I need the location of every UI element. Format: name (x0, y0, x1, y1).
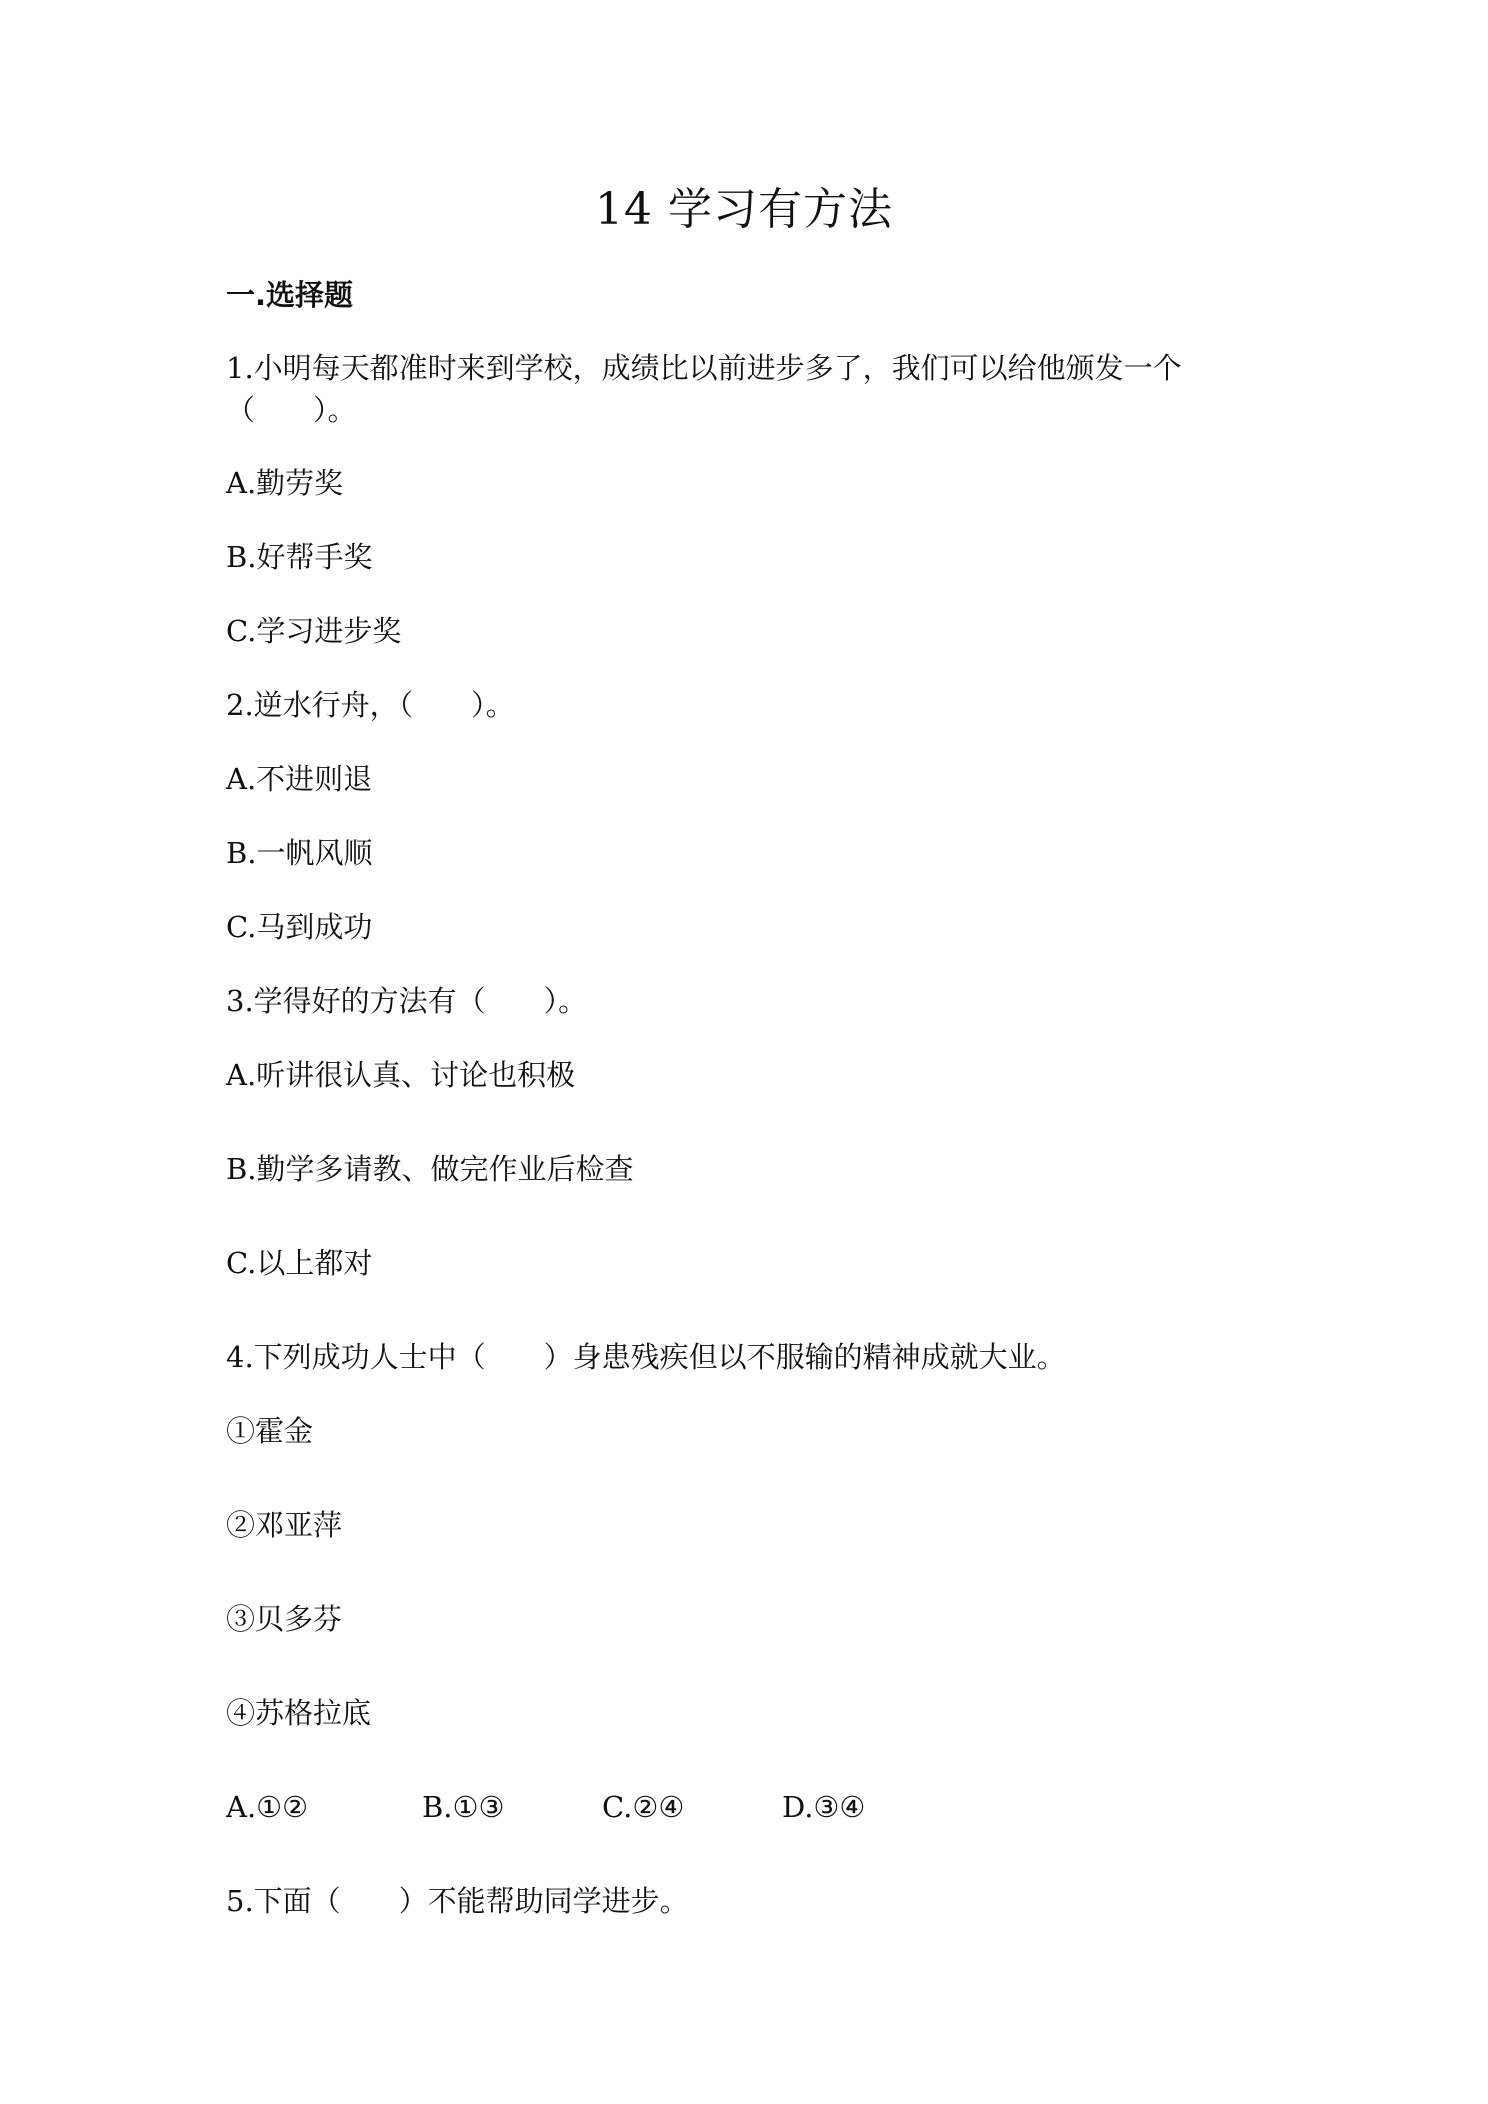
question-1-option-c: C.学习进步奖 (226, 614, 402, 648)
question-4-option-c: C.②④ (602, 1790, 685, 1824)
question-1-stem-line1: 1.小明每天都准时来到学校，成绩比以前进步多了，我们可以给他颁发一个 (226, 351, 1182, 385)
question-4-item-2: ②邓亚萍 (226, 1508, 343, 1542)
question-3-option-a: A.听讲很认真、讨论也积极 (226, 1058, 576, 1092)
page-title: 14 学习有方法 (595, 184, 893, 235)
question-2-option-c: C.马到成功 (226, 910, 373, 944)
question-4-option-b: B.①③ (422, 1790, 505, 1824)
question-2-stem: 2.逆水行舟，（ ）。 (226, 688, 515, 722)
section-heading: 一.选择题 (226, 278, 354, 312)
question-1-option-b: B.好帮手奖 (226, 540, 373, 574)
question-4-item-1: ①霍金 (226, 1414, 314, 1448)
question-4-option-d: D.③④ (782, 1790, 866, 1824)
question-2-option-a: A.不进则退 (226, 762, 373, 796)
question-1-stem-line2: （ ）。 (226, 393, 357, 427)
question-4-item-3: ③贝多芬 (226, 1602, 343, 1636)
question-1-option-a: A.勤劳奖 (226, 466, 344, 500)
question-2-option-b: B.一帆风顺 (226, 836, 373, 870)
question-3-option-b: B.勤学多请教、做完作业后检查 (226, 1152, 634, 1186)
question-4-option-a: A.①② (226, 1790, 309, 1824)
question-5-stem: 5.下面（ ）不能帮助同学进步。 (226, 1884, 689, 1918)
question-4-options (226, 1786, 926, 1828)
question-4-stem: 4.下列成功人士中（ ）身患残疾但以不服输的精神成就大业。 (226, 1340, 1066, 1374)
question-3-option-c: C.以上都对 (226, 1246, 373, 1280)
question-4-item-4: ④苏格拉底 (226, 1696, 372, 1730)
question-3-stem: 3.学得好的方法有（ ）。 (226, 984, 588, 1018)
